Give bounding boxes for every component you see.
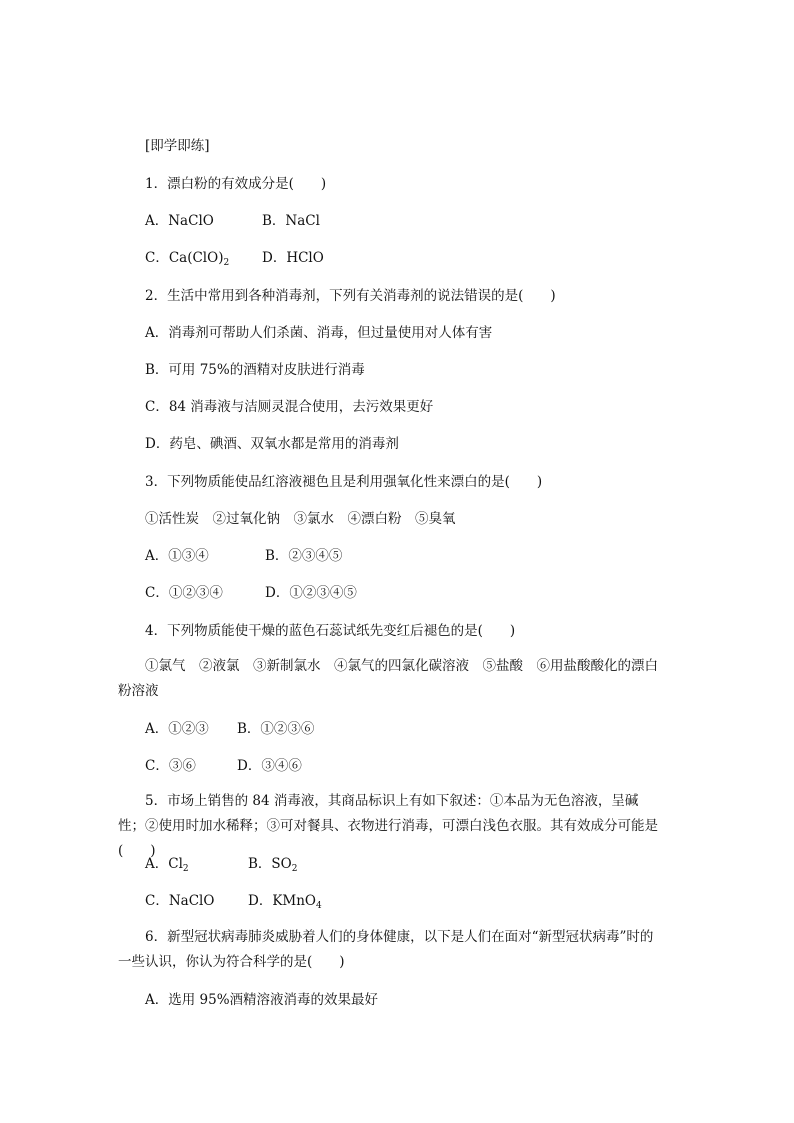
question-4-stem: 4．下列物质能使干燥的蓝色石蕊试纸先变红后褪色的是( ) [145,623,516,639]
question-5-stem: 5．市场上销售的 84 消毒液，其商品标识上有如下叙述：①本品为无色溶液，呈碱性；②使用时加水稀释；③可对餐具、衣物进行消毒，可漂白浅色衣服。其有效成分可能是( ) [118,793,658,859]
q5-option-c: C．NaClO [145,893,215,909]
q3-option-b: B．②③④⑤ [265,548,343,564]
q5-option-a-subscript: 2 [182,864,189,874]
q5-option-a-text: A．Cl [145,856,183,872]
q1-option-c-subscript: 2 [223,258,230,268]
q4-items: ①氯气 ②液氯 ③新制氯水 ④氯气的四氯化碳溶液 ⑤盐酸 ⑥用盐酸酸化的漂白粉溶液 [118,658,658,699]
q1-option-b: B．NaCl [262,213,320,229]
q1-option-c [145,249,229,267]
question-6-stem: 6．新型冠状病毒肺炎威胁着人们的身体健康，以下是人们在面对“新型冠状病毒”时的一些认识，你认为符合科学的是( ) [118,929,654,970]
q3-items: ①活性炭 ②过氧化钠 ③氯水 ④漂白粉 ⑤臭氧 [145,511,456,527]
q4-option-b: B．①②③⑥ [237,721,315,737]
question-1-stem: 1．漂白粉的有效成分是( ) [145,176,327,192]
question-2-stem: 2．生活中常用到各种消毒剂，下列有关消毒剂的说法错误的是( ) [145,288,556,304]
question-3-stem: 3．下列物质能使品红溶液褪色且是利用强氧化性来漂白的是( ) [145,474,543,490]
q5-option-a [145,855,189,873]
section-heading: [即学即练] [145,138,210,154]
q1-option-d: D．HClO [262,250,324,266]
q5-option-b [248,855,297,873]
q4-option-c: C．③⑥ [145,758,196,774]
q5-option-b-text: B．SO [248,856,292,872]
q2-option-c: C．84 消毒液与洁厕灵混合使用，去污效果更好 [145,399,434,415]
q5-option-d [248,892,322,910]
q2-option-a: A．消毒剂可帮助人们杀菌、消毒，但过量使用对人体有害 [145,325,493,341]
q5-option-b-subscript: 2 [291,864,298,874]
q2-option-d: D．药皂、碘酒、双氧水都是常用的消毒剂 [145,436,399,452]
q5-option-d-subscript: 4 [316,901,322,911]
q3-option-d: D．①②③④⑤ [265,585,357,601]
q3-option-c: C．①②③④ [145,585,223,601]
q6-option-a: A．选用 95%酒精溶液消毒的效果最好 [145,992,379,1008]
q5-option-d-text: D．KMnO [248,893,316,909]
q3-option-a: A．①③④ [145,548,209,564]
q4-option-d: D．③④⑥ [237,758,302,774]
q2-option-b: B．可用 75%的酒精对皮肤进行消毒 [145,362,365,378]
q4-option-a: A．①②③ [145,721,209,737]
q1-option-c-text: C．Ca(ClO) [145,250,224,266]
q1-option-a: A．NaClO [145,213,214,229]
